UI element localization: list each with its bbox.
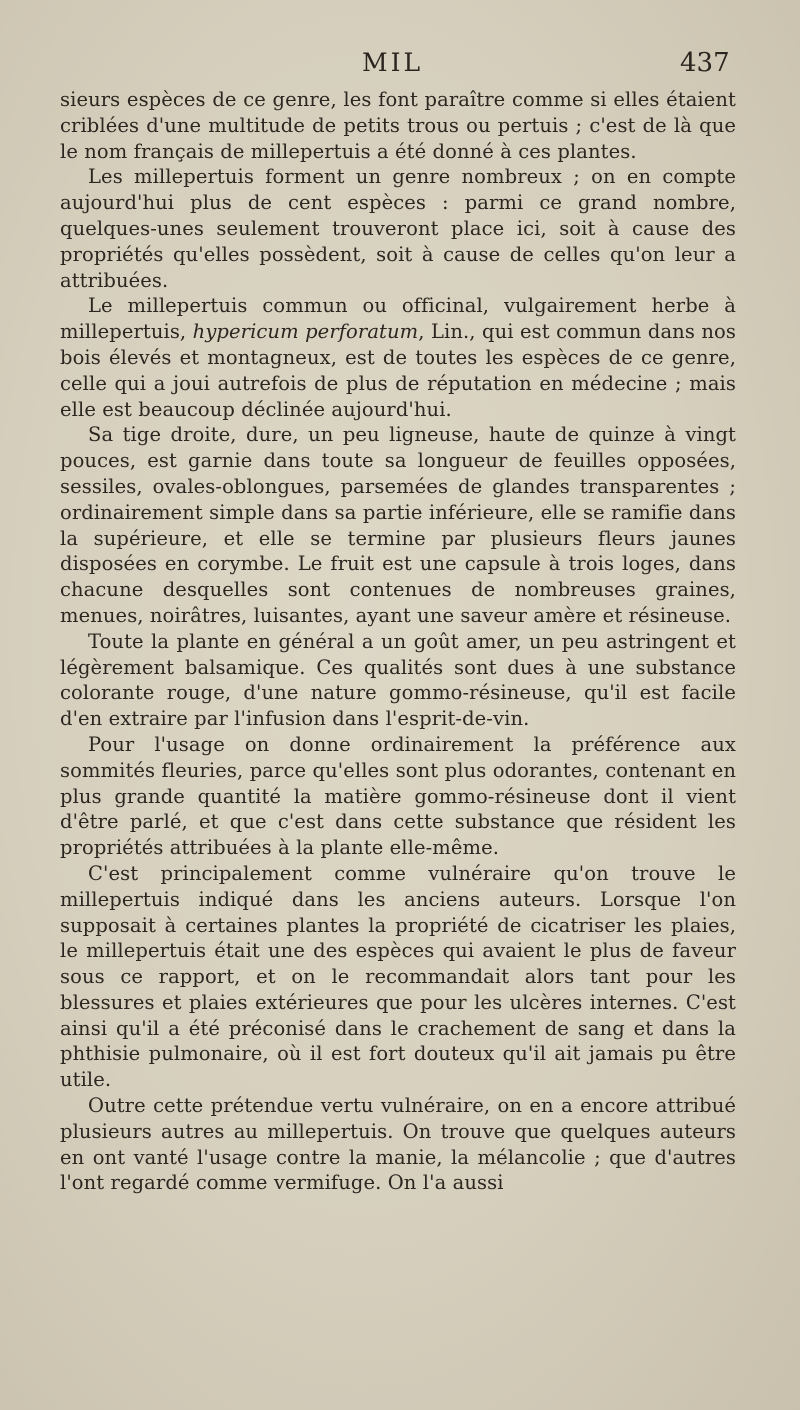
paragraph-taste: Toute la plante en général a un goût amer, un peu astringent et légèrement balsamique. Ces qualités sont dues à une substance colorante rouge, d'une nature gommo-résineuse, qu'il est facile d'en extraire par l'infusion dans l'esprit-de-vin. (60, 629, 736, 731)
paragraph-officinal-end: , Lin., qui est commun dans nos bois élevés et montagneux, est de toutes les espèces de ce genre, celle qui a joui autrefois de plus de réputation en médecine ; mais elle est beaucoup déclinée aujourd'hui. (60, 320, 736, 421)
paragraph-description: Sa tige droite, dure, un peu ligneuse, haute de quinze à vingt pouces, est garnie dans toute sa longueur de feuilles opposées, sessiles, ovales-oblongues, parsemées de glandes transparentes ; ordinairement simple dans sa partie inférieure, elle se ramifie dans la supérieure, et elle se termine par plusieurs fleurs jaunes disposées en corymbe. Le fruit est une capsule à trois loges, dans chacune desquelles sont contenues de nombreuses graines, menues, noirâtres, luisantes, ayant une saveur amère et résineuse. (60, 423, 736, 627)
paragraph-vulneraire: C'est principalement comme vulnéraire qu'on trouve le millepertuis indiqué dans les anciens auteurs. Lorsque l'on supposait à certaines plantes la propriété de cicatriser les plaies, le millepertuis était une des espèces qui avaient le plus de faveur sous ce rapport, et on le recommandait alors tant pour les blessures et plaies extérieures que pour les ulcères internes. C'est ainsi qu'il a été préconisé dans le crachement de sang et dans la phthisie pulmonaire, où il est fort douteux qu'il ait jamais pu être utile. (60, 861, 736, 1092)
paragraph-other-virtues: Outre cette prétendue vertu vulnéraire, on en a encore attribué plusieurs autres au millepertuis. On trouve que quelques auteurs en ont vanté l'usage contre la manie, la mélancolie ; que d'autres l'ont regardé comme vermifuge. On l'a aussi (60, 1094, 736, 1195)
page-number: 437 (680, 48, 730, 78)
paragraph-usage: Pour l'usage on donne ordinairement la préférence aux sommités fleuries, parce qu'elles sont plus odorantes, contenant en plus grande quantité la matière gommo-résineuse dont il vient d'être parlé, et que c'est dans cette substance que résident les propriétés attribuées à la plante elle-même. (60, 732, 736, 860)
paragraph-genre: Les millepertuis forment un genre nombreux ; on en compte aujourd'hui plus de cent espèces : parmi ce grand nombre, quelques-unes seulement trouveront place ici, soit à cause des propriétés qu'elles possèdent, soit à cause de celles qu'on leur a attribuées. (60, 165, 736, 292)
paragraph-officinal-start: Le millepertuis commun ou officinal, vulgairement herbe à millepertuis, (60, 294, 736, 344)
body-text (60, 87, 736, 1196)
latin-name: hypericum perforatum (192, 320, 419, 344)
paragraph-officinal (60, 293, 736, 422)
running-head: MIL (362, 48, 424, 77)
page-header (0, 48, 800, 82)
paragraph-continued: sieurs espèces de ce genre, les font paraître comme si elles étaient criblées d'une multitude de petits trous ou pertuis ; c'est de là que le nom français de millepertuis a été donné à ces plantes. (60, 88, 736, 163)
